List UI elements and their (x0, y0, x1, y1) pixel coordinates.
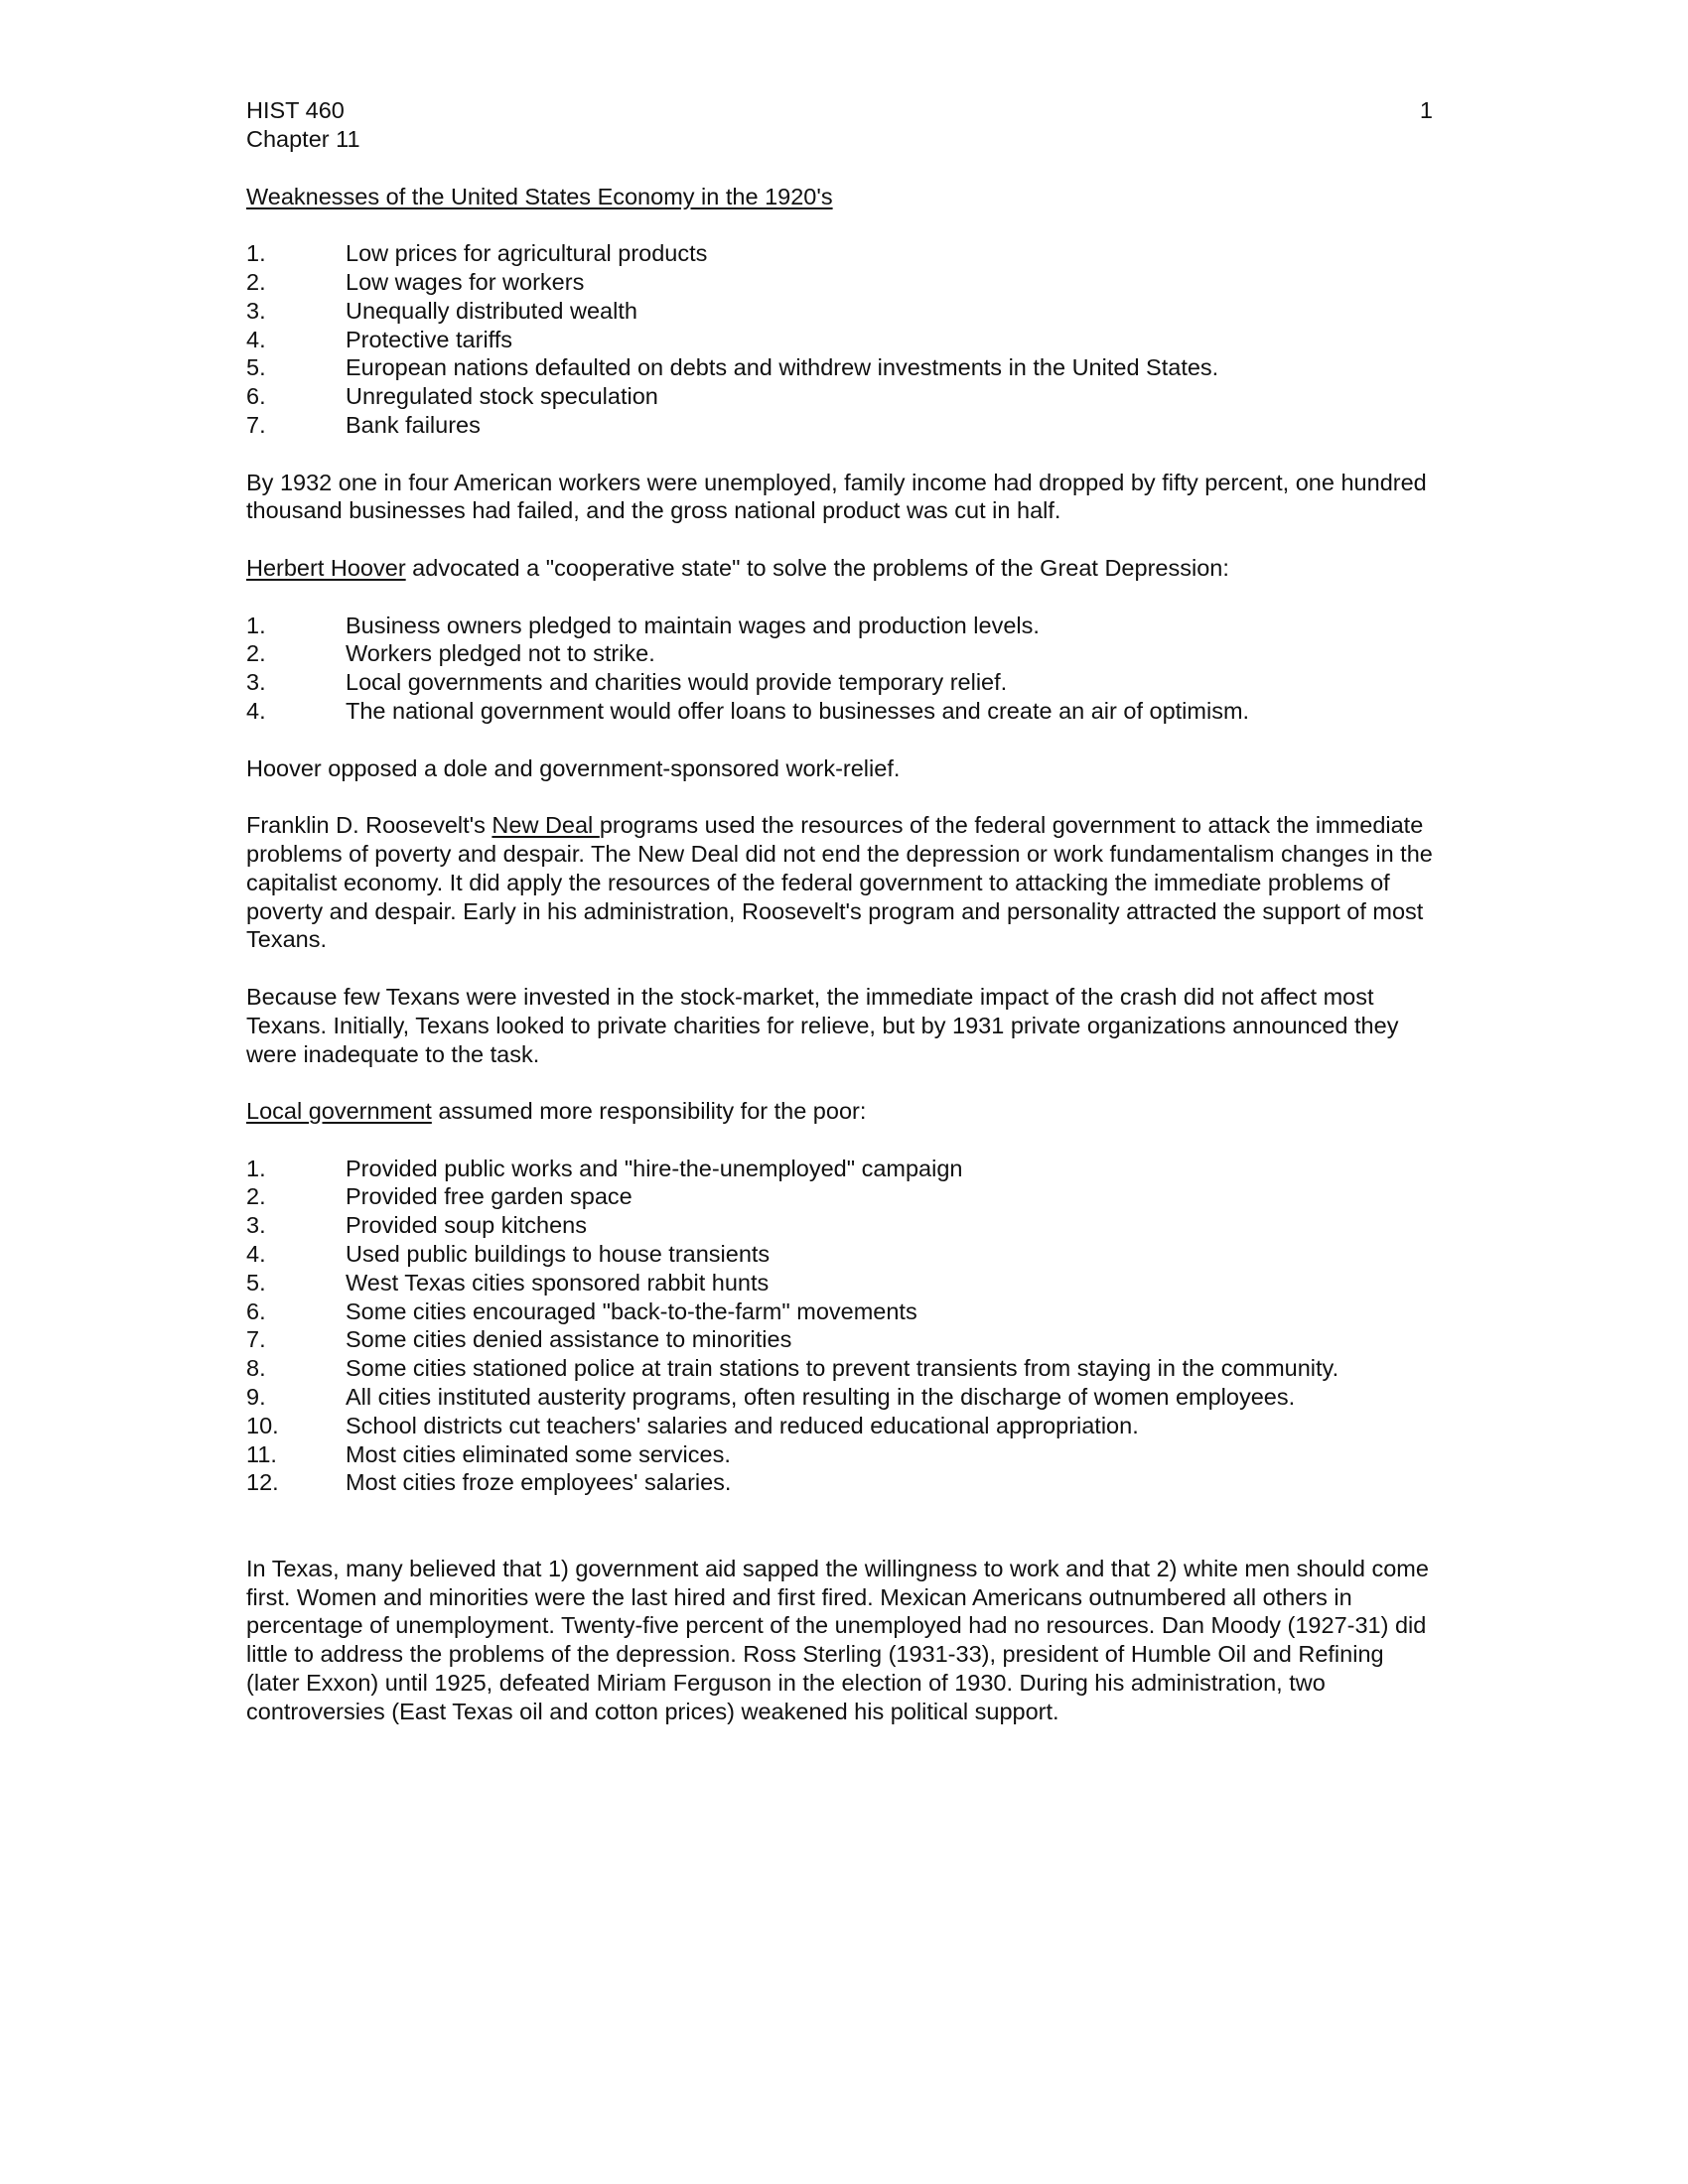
list-item-number: 4. (246, 1241, 266, 1268)
hoover-list (246, 612, 1433, 726)
paragraph-local-government (246, 1097, 1433, 1126)
list-item-text: Some cities encouraged "back-to-the-farm" movements (346, 1297, 917, 1324)
chapter-label: Chapter 11 (246, 125, 360, 152)
list-item (246, 382, 1433, 411)
paragraph-hoover (246, 554, 1433, 583)
list-item (246, 612, 1433, 640)
document-page (246, 96, 1433, 1726)
list-item (246, 697, 1433, 726)
list-item (246, 639, 1433, 668)
new-deal-after: programs used the resources of the federal government to attack the immediate problems of poverty and despair. The New Deal did not end the depression or work fundamentalism changes in the capitalist economy. It did apply the resources of the federal government to attacking the immediate problems of poverty and despair. Early in his administration, Roosevelt's program and personality attracted the support of most Texans. (246, 812, 1433, 953)
list-item-text: Some cities stationed police at train stations to prevent transients from staying in the community. (346, 1355, 1339, 1382)
section-heading-weaknesses (246, 183, 1433, 211)
list-item-text: West Texas cities sponsored rabbit hunts (346, 1269, 770, 1296)
list-item-text: Most cities eliminated some services. (346, 1440, 731, 1467)
list-item-number: 12. (246, 1469, 279, 1496)
list-item-text: Provided public works and "hire-the-unemployed" campaign (346, 1155, 963, 1181)
list-item-text: Used public buildings to house transients (346, 1241, 771, 1268)
paragraph-texas: In Texas, many believed that 1) government aid sapped the willingness to work and that 2) white men should come first. Women and minorities were the last hired and first fired. Mexican Americans outnumbered all others in percentage of unemployment. Twenty-five percent of the unemployed had no resources. Dan Moody (1927-31) did little to address the problems of the depression. Ross Sterling (1931-33), president of Humble Oil and Refining (later Exxon) until 1925, defeated Miriam Ferguson in the election of 1930. During his administration, two controversies (East Texas oil and cotton prices) weakened his political support. (246, 1555, 1429, 1724)
list-item-number: 2. (246, 268, 266, 295)
list-item (246, 1297, 1433, 1326)
list-item-number: 7. (246, 411, 266, 438)
paragraph-stock-market: Because few Texans were invested in the stock-market, the immediate impact of the crash did not affect most Texans. Initially, Texans looked to private charities for relieve, but by 1931 private organizations announced they were inadequate to the task. (246, 983, 1399, 1067)
list-item (246, 1325, 1433, 1354)
course-code: HIST 460 (246, 97, 345, 123)
list-item-number: 4. (246, 697, 266, 724)
list-item (246, 1155, 1433, 1183)
list-item (246, 1269, 1433, 1297)
list-item-number: 6. (246, 1297, 266, 1324)
list-item-text: Provided soup kitchens (346, 1212, 587, 1239)
list-item-text: Workers pledged not to strike. (346, 640, 655, 667)
list-item-number: 3. (246, 297, 266, 324)
list-item-text: The national government would offer loans to businesses and create an air of optimism. (346, 697, 1250, 724)
list-item-number: 1. (246, 240, 266, 267)
list-item-number: 8. (246, 1355, 266, 1382)
list-item-number: 5. (246, 354, 266, 381)
local-government-term: Local government (246, 1098, 432, 1125)
list-item-text: Low wages for workers (346, 268, 585, 295)
list-item (246, 268, 1433, 297)
list-item-number: 4. (246, 326, 266, 352)
list-item-text: Unregulated stock speculation (346, 383, 658, 410)
list-item-text: All cities instituted austerity programs, often resulting in the discharge of women employees. (346, 1384, 1296, 1411)
list-item-number: 6. (246, 383, 266, 410)
page-number: 1 (1419, 97, 1433, 123)
list-item-text: Unequally distributed wealth (346, 297, 637, 324)
list-item (246, 1182, 1433, 1211)
list-item-number: 1. (246, 612, 266, 638)
list-item-number: 1. (246, 1155, 266, 1181)
list-item-number: 2. (246, 1183, 266, 1210)
list-item (246, 668, 1433, 697)
new-deal-before: Franklin D. Roosevelt's (246, 812, 492, 839)
paragraph-hoover-opposed: Hoover opposed a dole and government-sponsored work-relief. (246, 754, 901, 781)
paragraph-1932: By 1932 one in four American workers were unemployed, family income had dropped by fifty percent, one hundred thousand businesses had failed, and the gross national product was cut in half. (246, 469, 1427, 524)
list-item-text: School districts cut teachers' salaries and reduced educational appropriation. (346, 1412, 1139, 1438)
list-item-text: Business owners pledged to maintain wages and production levels. (346, 612, 1040, 638)
list-item-number: 9. (246, 1384, 266, 1411)
list-item-text: Bank failures (346, 411, 481, 438)
list-item (246, 353, 1433, 382)
hoover-intro: advocated a "cooperative state" to solve the problems of the Great Depression: (405, 554, 1229, 581)
list-item-number: 10. (246, 1412, 279, 1438)
list-item-text: Provided free garden space (346, 1183, 633, 1210)
list-item (246, 411, 1433, 440)
page-header (246, 96, 1433, 154)
list-item (246, 1383, 1433, 1412)
list-item-number: 2. (246, 640, 266, 667)
list-item-text: Local governments and charities would provide temporary relief. (346, 669, 1008, 696)
list-item-text: Most cities froze employees' salaries. (346, 1469, 732, 1496)
list-item-text: Protective tariffs (346, 326, 513, 352)
list-item-number: 5. (246, 1269, 266, 1296)
local-government-list (246, 1155, 1433, 1498)
list-item-number: 3. (246, 669, 266, 696)
list-item (246, 326, 1433, 354)
list-item (246, 1240, 1433, 1269)
list-item (246, 1440, 1433, 1469)
list-item-number: 11. (246, 1440, 277, 1467)
list-item (246, 1211, 1433, 1240)
weaknesses-list (246, 239, 1433, 440)
list-item-number: 7. (246, 1326, 266, 1353)
hoover-name: Herbert Hoover (246, 554, 406, 581)
list-item-text: European nations defaulted on debts and withdrew investments in the United States. (346, 354, 1219, 381)
list-item (246, 239, 1433, 268)
weaknesses-title: Weaknesses of the United States Economy in the 1920's (246, 183, 833, 209)
paragraph-new-deal (246, 811, 1433, 954)
local-government-intro: assumed more responsibility for the poor: (431, 1098, 867, 1125)
list-item (246, 297, 1433, 326)
list-item (246, 1354, 1433, 1383)
new-deal-term: New Deal (492, 812, 600, 839)
list-item-text: Some cities denied assistance to minorities (346, 1326, 792, 1353)
list-item (246, 1412, 1433, 1440)
list-item-number: 3. (246, 1212, 266, 1239)
list-item-text: Low prices for agricultural products (346, 240, 708, 267)
list-item (246, 1468, 1433, 1497)
